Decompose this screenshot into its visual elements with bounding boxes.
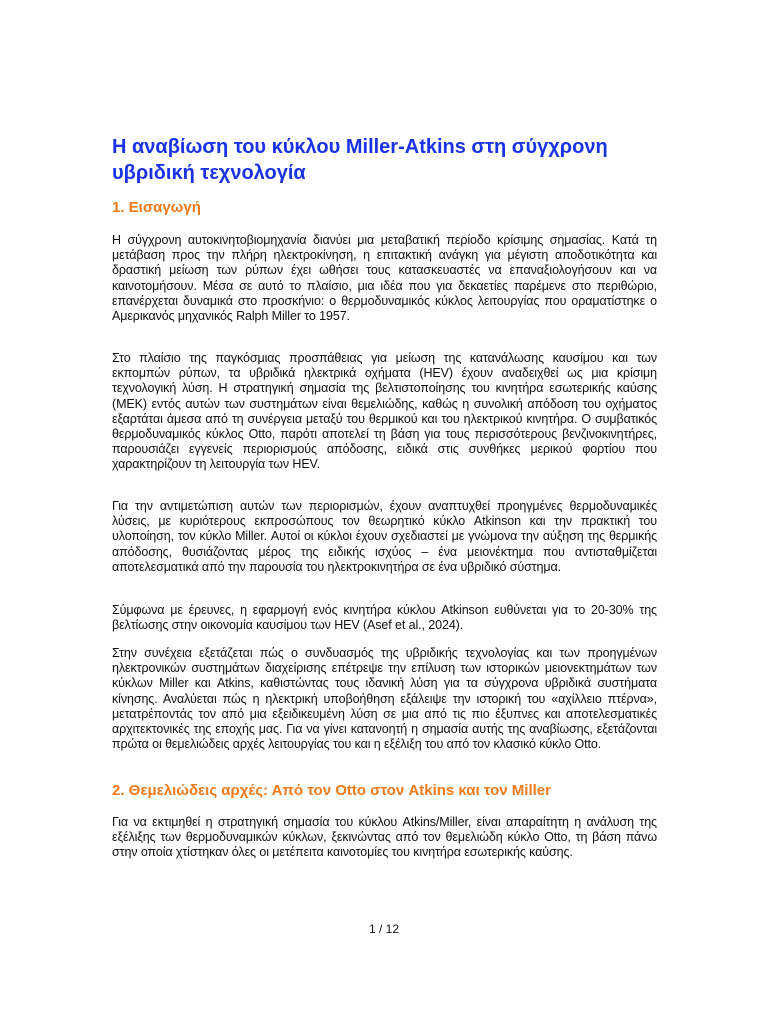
paragraph: Για να εκτιμηθεί η στρατηγική σημασία του κύκλου Atkins/Miller, είναι απαραίτητη η ανάλυση της εξέλιξης των θερμοδυναμικών κύκλων, ξεκινώντας από τον θεμελιώδη κύκλο Otto, τη βάση πάνω στην οποία χτίστηκαν όλες οι μετέπειτα καινοτομίες του κινητήρα εσωτερικής καύσης. bbox=[112, 815, 657, 860]
page-number: 1 / 12 bbox=[368, 922, 400, 936]
paragraph: Στην συνέχεια εξετάζεται πώς ο συνδυασμός της υβριδικής τεχνολογίας και των προηγμένων ηλεκτρονικών συστημάτων διαχείρισης επέτρεψε την επίλυση των ιστορικών μειονεκτημάτων των κύκλων Miller και Atkins, καθιστώντας τους ιδανική λύση για τα σύγχρονα υβριδικά συστήματα κίνησης. Αναλύεται πώς η ηλεκτρική υποβοήθηση εξάλειψε την ιστορική του «αχίλλειο πτέρνα», μετατρέποντάς τον από μια εξειδικευμένη λύση σε μια από τις πιο έξυπνες και αποτελεσματικές αρχιτεκτονικές της εποχής μας. Για να γίνει κατανοητή η σημασία αυτής της αναβίωσης, εξετάζονται πρώτα οι θεμελιώδεις αρχές λειτουργίας του και η εξέλιξη του από τον κλασικό κύκλο Otto. bbox=[112, 646, 657, 752]
paragraph: Η σύγχρονη αυτοκινητοβιομηχανία διανύει μια μεταβατική περίοδο κρίσιμης σημασίας. Κατά τη μετάβαση προς την πλήρη ηλεκτροκίνηση, η επιτακτική ανάγκη για μέγιστη αποδοτικότητα και δραστική μείωση των ρύπων έχει ωθήσει τους κατασκευαστές να επαναξιολογήσουν και να καινοτομήσουν. Μέσα σε αυτό το πλαίσιο, μια ιδέα που για δεκαετίες παρέμενε στο περιθώριο, επανέρχεται δυναμικά στο προσκήνιο: ο θερμοδυναμικός κύκλος λειτουργίας που οραματίστηκε ο Αμερικανός μηχανικός Ralph Miller το 1957. bbox=[112, 233, 657, 324]
section-heading-introduction: 1. Εισαγωγή bbox=[112, 199, 201, 216]
page-title: Η αναβίωση του κύκλου Miller-Atkins στη σύγχρονη υβριδική τεχνολογία bbox=[112, 136, 608, 184]
paragraph: Στο πλαίσιο της παγκόσμιας προσπάθειας για μείωση της κατανάλωσης καυσίμου και των εκπομπών ρύπων, τα υβριδικά ηλεκτρικά οχήματα (HEV) έχουν αναδειχθεί ως μια κρίσιμη τεχνολογική λύση. Η στρατηγική σημασία της βελτιστοποίησης του κινητήρα εσωτερικής καύσης (ΜΕΚ) εντός αυτών των συστημάτων είναι θεμελιώδης, καθώς η συνολική απόδοση του οχήματος εξαρτάται άμεσα από τη συνέργεια μεταξύ του θερμικού και του ηλεκτρικού κινητήρα. Ο συμβατικός θερμοδυναμικός κύκλος Otto, παρότι αποτελεί τη βάση για τους περισσότερους βενζινοκινητήρες, παρουσιάζει εγγενείς περιορισμούς απόδοσης, ειδικά στις συνθήκες μερικού φορτίου που χαρακτηρίζουν τη λειτουργία των HEV. bbox=[112, 351, 657, 472]
paragraph: Για την αντιμετώπιση αυτών των περιορισμών, έχουν αναπτυχθεί προηγμένες θερμοδυναμικές λύσεις, με κυριότερους εκπροσώπους τον θεωρητικό κύκλο Atkinson και την πρακτική του υλοποίηση, τον κύκλο Miller. Αυτοί οι κύκλοι έχουν σχεδιαστεί με γνώμονα την αύξηση της θερμικής απόδοσης, θυσιάζοντας μέρος της ειδικής ισχύος – ένα μειονέκτημα που αντισταθμίζεται αποτελεσματικά από την παρουσία του ηλεκτροκινητήρα σε ένα υβριδικό σύστημα. bbox=[112, 499, 657, 574]
section-heading-fundamentals: 2. Θεμελιώδεις αρχές: Από τον Otto στον Atkins και τον Miller bbox=[112, 782, 551, 799]
paragraph: Σύμφωνα με έρευνες, η εφαρμογή ενός κινητήρα κύκλου Atkinson ευθύνεται για το 20-30% της βελτίωσης στην οικονομία καυσίμου των HEV (Asef et al., 2024). bbox=[112, 603, 657, 633]
